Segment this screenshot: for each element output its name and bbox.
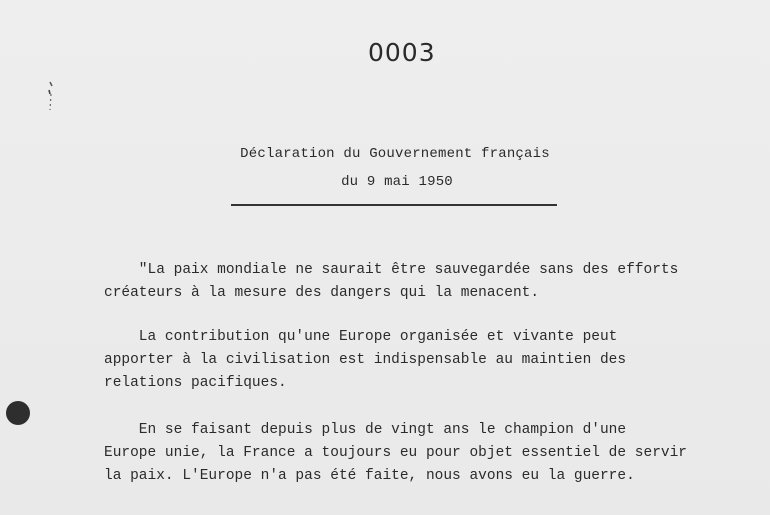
- paragraph-line: En se faisant depuis plus de vingt ans le champion d'une: [104, 422, 627, 438]
- paragraph-line: Europe unie, la France a toujours eu pour objet essentiel de servir: [104, 445, 687, 461]
- title-underline: [231, 204, 557, 206]
- paragraph-line: la paix. L'Europe n'a pas été faite, nous avons eu la guerre.: [104, 468, 635, 484]
- paragraph-2: [104, 326, 626, 395]
- document-date: du 9 mai 1950: [341, 174, 453, 190]
- pencil-mark-icon: [44, 80, 56, 114]
- document-title: Déclaration du Gouvernement français: [240, 146, 550, 162]
- paragraph-line: "La paix mondiale ne saurait être sauvegardée sans des efforts: [104, 262, 679, 278]
- paragraph-line: créateurs à la mesure des dangers qui la menacent.: [104, 285, 540, 301]
- paragraph-line: La contribution qu'une Europe organisée et vivante peut: [104, 329, 618, 345]
- paragraph-line: apporter à la civilisation est indispensable au maintien des: [104, 352, 627, 368]
- paragraph-line: relations pacifiques.: [104, 375, 287, 391]
- paragraph-3: [104, 419, 687, 488]
- page-number: 0003: [368, 38, 436, 67]
- paragraph-1: [104, 259, 678, 305]
- punch-hole: [6, 401, 30, 425]
